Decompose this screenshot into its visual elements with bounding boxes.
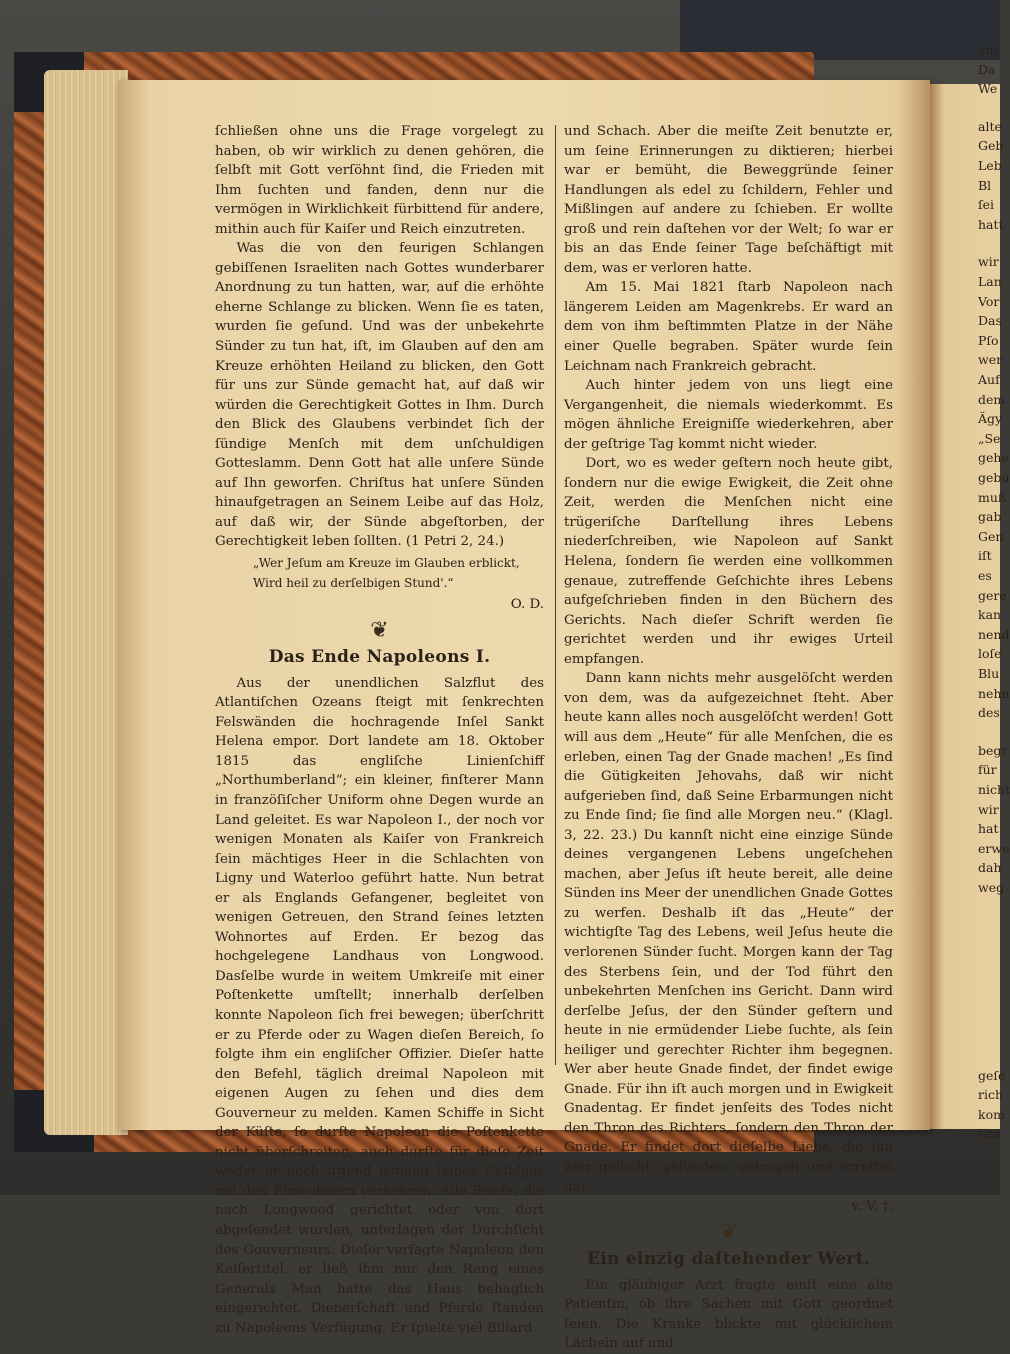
next-page-fragment: hat bbox=[978, 821, 999, 837]
next-page-fragment: Auf bbox=[978, 372, 1000, 387]
next-page-fragment: Geb bbox=[978, 138, 1004, 154]
paragraph: Dann kann nichts mehr ausgelöſcht werden von dem, was da aufgezeichnet ſteht. Aber heute kann alles noch ausgelöſcht werden! Gott will aus dem „Heute“ für alle Menſchen, die es erleben, einen Tag der Gnade machen! „Es ſind die Gütigkeiten Jehovahs, daß wir nicht aufgerieben ſind, daß Seine Erbarmungen nicht zu Ende ſind; ſie ſind alle Morgen neu.“ (Klagl. 3, 22. 23.) Du kannſt nicht eine einzige Sünde deines vergangenen Lebens ungeſchehen machen, aber Jeſus iſt heute bereit, alle deine Sünden ins Meer der unendlichen Gnade Gottes zu werfen. Deshalb iſt das „Heute“ der wichtigſte Tag des Lebens, weil Jeſus heute die verlorenen Sünder ſucht. Morgen kann der Tag des Sterbens ſein, und der Tod führt den unbekehrten Menſchen ins Gericht. Dann wird derſelbe Jeſus, der den Sünder geſtern und heute in nie ermüdender Liebe ſuchte, als ſein heiliger und gerechter Richter ihm begegnen. Wer aber heute Gnade findet, der findet ewige Gnade. Für ihn iſt auch morgen und in Ewigkeit Gnadentag. Er findet jenſeits des Todes nicht den Thron des Richters, ſondern den Thron der Gnade. Er findet dort dieſelbe Liebe, die ihn hier geſucht, gefunden, getragen und errettet hat. bbox=[564, 671, 893, 1195]
next-page-fragment: geſe bbox=[978, 1067, 1006, 1083]
page-edges bbox=[44, 70, 128, 1135]
next-page-fragment: alte bbox=[978, 118, 1002, 134]
next-page-fragment: Da bbox=[978, 61, 996, 77]
next-page-fragment: es bbox=[978, 568, 992, 583]
paragraph: Was die von den feurigen Schlangen gebiſſenen Israeliten nach Gottes wunderbarer Anordnung zu tun hatten, war, auf die erhöhte eherne Schlange zu blicken. Wenn ſie es taten, wurden ſie geſund. Und was der unbekehrte Sünder zu tun hat, iſt, im Glauben auf den am Kreuze erhöhten Heiland zu blicken, den Gott für uns zur Sünde gemacht hat, auf daß wir würden die Gerechtigkeit Gottes in Ihm. Durch den Blick des Glaubens verbindet ſich der ſündige Menſch mit dem unſchuldigen Gotteslamm. Denn Gott hat alle unſere Sünde auf Ihn geworfen. Chriſtus hat unſere Sünden hinaufgetragen an Seinem Leibe auf das Holz, auf daß wir, der Sünde abgeſtorben, der Gerechtigkeit leben ſollten. (1 Petri 2, 24.) bbox=[215, 241, 544, 550]
next-page-fragment: dem bbox=[978, 391, 1006, 407]
next-page-fragment: erwe bbox=[978, 840, 1010, 856]
next-page-fragment: wer bbox=[978, 352, 1003, 368]
next-page-fragment: nend bbox=[978, 626, 1010, 642]
next-page-fragment: Blu bbox=[978, 666, 1000, 681]
paragraph: Dort, wo es weder geſtern noch heute gibt, ſondern nur die ewige Ewigkeit, die Zeit ohne Zeit, werden die Menſchen nicht eine trügeriſche Darſtellung ihres Lebens niederſchreiben, wie Napoleon auf Sankt Helena, ſondern ſie werden eine vollkommen genaue, zutreffende Geſchichte ihres Lebens aufgeſchrieben finden in den Büchern des Gerichts. Nach dieſer Schrift werden ſie gerichtet werden und ihr ewiges Urteil empfangen. bbox=[564, 456, 893, 667]
next-page-fragment: weg bbox=[978, 880, 1005, 895]
next-page-fragment: wir bbox=[978, 801, 999, 817]
next-page-fragment: ant bbox=[978, 42, 999, 57]
next-page-fragment: loſe bbox=[978, 646, 1002, 662]
next-page-fragment: Leb bbox=[978, 158, 1002, 173]
next-page-fragment: Bl bbox=[978, 177, 992, 193]
next-page-fragment: Das bbox=[978, 313, 1002, 329]
next-page-fragment: hatt bbox=[978, 216, 1004, 232]
next-page-fragment: „Se bbox=[978, 430, 1001, 446]
paragraph: Auch hinter jedem von uns liegt eine Vergangenheit, die niemals wiederkommt. Es mögen ähnliche Ereigniſſe wiederkehren, aber der geſtrige Tag kommt nicht wieder. bbox=[564, 378, 893, 452]
next-page-fragment: gehe bbox=[978, 450, 1009, 466]
next-page-fragment: Gen bbox=[978, 528, 1004, 544]
next-page-fragment: wir bbox=[978, 254, 999, 270]
next-page-fragment: des bbox=[978, 705, 1000, 721]
next-page-fragment: gebu bbox=[978, 470, 1010, 485]
right-column bbox=[564, 122, 893, 1354]
article-heading: Ein einzig daſtehender Wert. bbox=[587, 1249, 870, 1270]
paragraph: ſchließen ohne uns die Frage vorgelegt zu haben, ob wir wirklich zu denen gehören, die ſelbſt mit Gott verſöhnt ſind, die Frieden mit Ihm ſuchten und fanden, denn nur die vermögen in Wirklichkeit fürbittend für andere, mithin auch für Kaiſer und Reich einzutreten. bbox=[215, 124, 544, 237]
next-page-strip bbox=[930, 42, 1010, 1142]
next-page-fragment: begr bbox=[978, 742, 1008, 758]
signature: O. D. bbox=[510, 597, 544, 613]
column-divider bbox=[555, 125, 556, 1065]
paragraph: und Schach. Aber die meiſte Zeit benutzte er, um ſeine Erinnerungen zu diktieren; hierbei war er bemüht, die Beweggründe ſeiner Handlungen als edel zu ſchildern, Fehler und Mißlingen auf andere zu ſchieben. Er wollte groß und rein daſtehen vor der Welt; ſo war er bis an das Ende ſeiner Tage beſchäftigt mit dem, was er verloren hatte. bbox=[564, 124, 893, 276]
next-page-fragment: nicht bbox=[978, 782, 1010, 797]
next-page-fragment: kan bbox=[978, 607, 1002, 623]
signature: v. V. †. bbox=[851, 1199, 893, 1215]
article-heading: Das Ende Napoleons I. bbox=[268, 647, 491, 668]
next-page-fragment: für bbox=[978, 762, 997, 778]
ornament-icon: ❦ bbox=[719, 1219, 738, 1245]
next-page-fragment: gab bbox=[978, 509, 1002, 525]
next-page-fragment: muß bbox=[978, 489, 1007, 505]
paragraph: Aus der unendlichen Salzflut des Atlantiſchen Ozeans ſteigt mit ſenkrechten Felswänden die hochragende Inſel Sankt Helena empor. Dort landete am 18. Oktober 1815 das engliſche Linienſchiff „Northumberland“; ein kleiner, finſterer Mann in franzöſiſcher Uniform ohne Degen wurde an Land geleitet. Es war Napoleon I., der noch vor wenigen Monaten als Kaiſer von Frankreich ſein mächtiges Heer in die Schlachten von Ligny und Waterloo geführt hatte. Nun betrat er als Englands Gefangener, begleitet von wenigen Getreuen, den Strand ſeines letzten Wohnortes auf Erden. Er bezog das hochgelegene Landhaus von Longwood. Dasſelbe wurde in weitem Umkreiſe mit einer Poſtenkette umſtellt; innerhalb derſelben konnte Napoleon ſich frei bewegen; überſchritt er zu Pferde oder zu Wagen dieſen Bereich, ſo folgte ihm ein engliſcher Offizier. Dieſer hatte den Befehl, täglich dreimal Napoleon mit eigenen Augen zu ſehen und dies dem Gouverneur zu melden. Kamen Schiffe in Sicht der Küſte, ſo durfte Napoleon die Poſtenkette nicht überſchreiten, auch durfte für dieſe Zeit weder er noch irgend jemand ſeines Gefolges mit den Einwohnern verkehren. Alle Briefe, die nach Longwood gerichtet oder von dort abgeſendet wurden, unterlagen der Durchſicht des Gouverneurs. Dieſer verſagte Napoleon den Kaiſertitel, er ließ ihm nur den Rang eines Generals Man hatte das Haus behaglich eingerichtet. Dienerſchaft und Pferde ſtanden zu Napoleons Verfügung. Er ſpielte viel Billard bbox=[215, 675, 544, 1336]
next-page-fragment: nehn bbox=[978, 685, 1010, 701]
next-page-fragment: Lan bbox=[978, 274, 1002, 289]
next-page-fragment: rich bbox=[978, 1087, 1004, 1103]
next-page-fragment: gere bbox=[978, 587, 1007, 603]
ornament-icon: ❦ bbox=[370, 617, 389, 643]
next-page-fragment: Ägy bbox=[978, 411, 1003, 427]
left-column bbox=[215, 122, 544, 1338]
paragraph: Am 15. Mai 1821 ſtarb Napoleon nach längerem Leiden am Magenkrebs. Er ward an dem von ihm beſtimmten Platze in der Nähe einer Quelle begraben. Später wurde ſein Leichnam nach Frankreich gebracht. bbox=[564, 280, 893, 374]
next-page-fragment: kom bbox=[978, 1106, 1005, 1122]
verse-line: „Wer Jeſum am Kreuze im Glauben erblickt, bbox=[253, 556, 520, 571]
verse-line: Wird heil zu derſelbigen Stund'.“ bbox=[253, 576, 454, 591]
next-page-fragment: Vor bbox=[978, 293, 1000, 309]
next-page-fragment: ſei bbox=[978, 197, 995, 213]
book-board-top bbox=[680, 0, 1000, 60]
next-page-fragment: Grä bbox=[978, 1126, 1002, 1142]
next-page-fragment: iſt bbox=[978, 548, 992, 564]
next-page-fragment: We bbox=[978, 81, 998, 97]
paragraph: Ein gläubiger Arzt fragte einſt eine alte Patientin, ob ihre Sachen mit Gott geordnet ſeien. Die Kranke blickte mit glücklichem Lächeln auf und bbox=[564, 1277, 893, 1352]
next-page-fragment: dah bbox=[978, 860, 1002, 876]
next-page-fragment: Pſo bbox=[978, 332, 999, 348]
